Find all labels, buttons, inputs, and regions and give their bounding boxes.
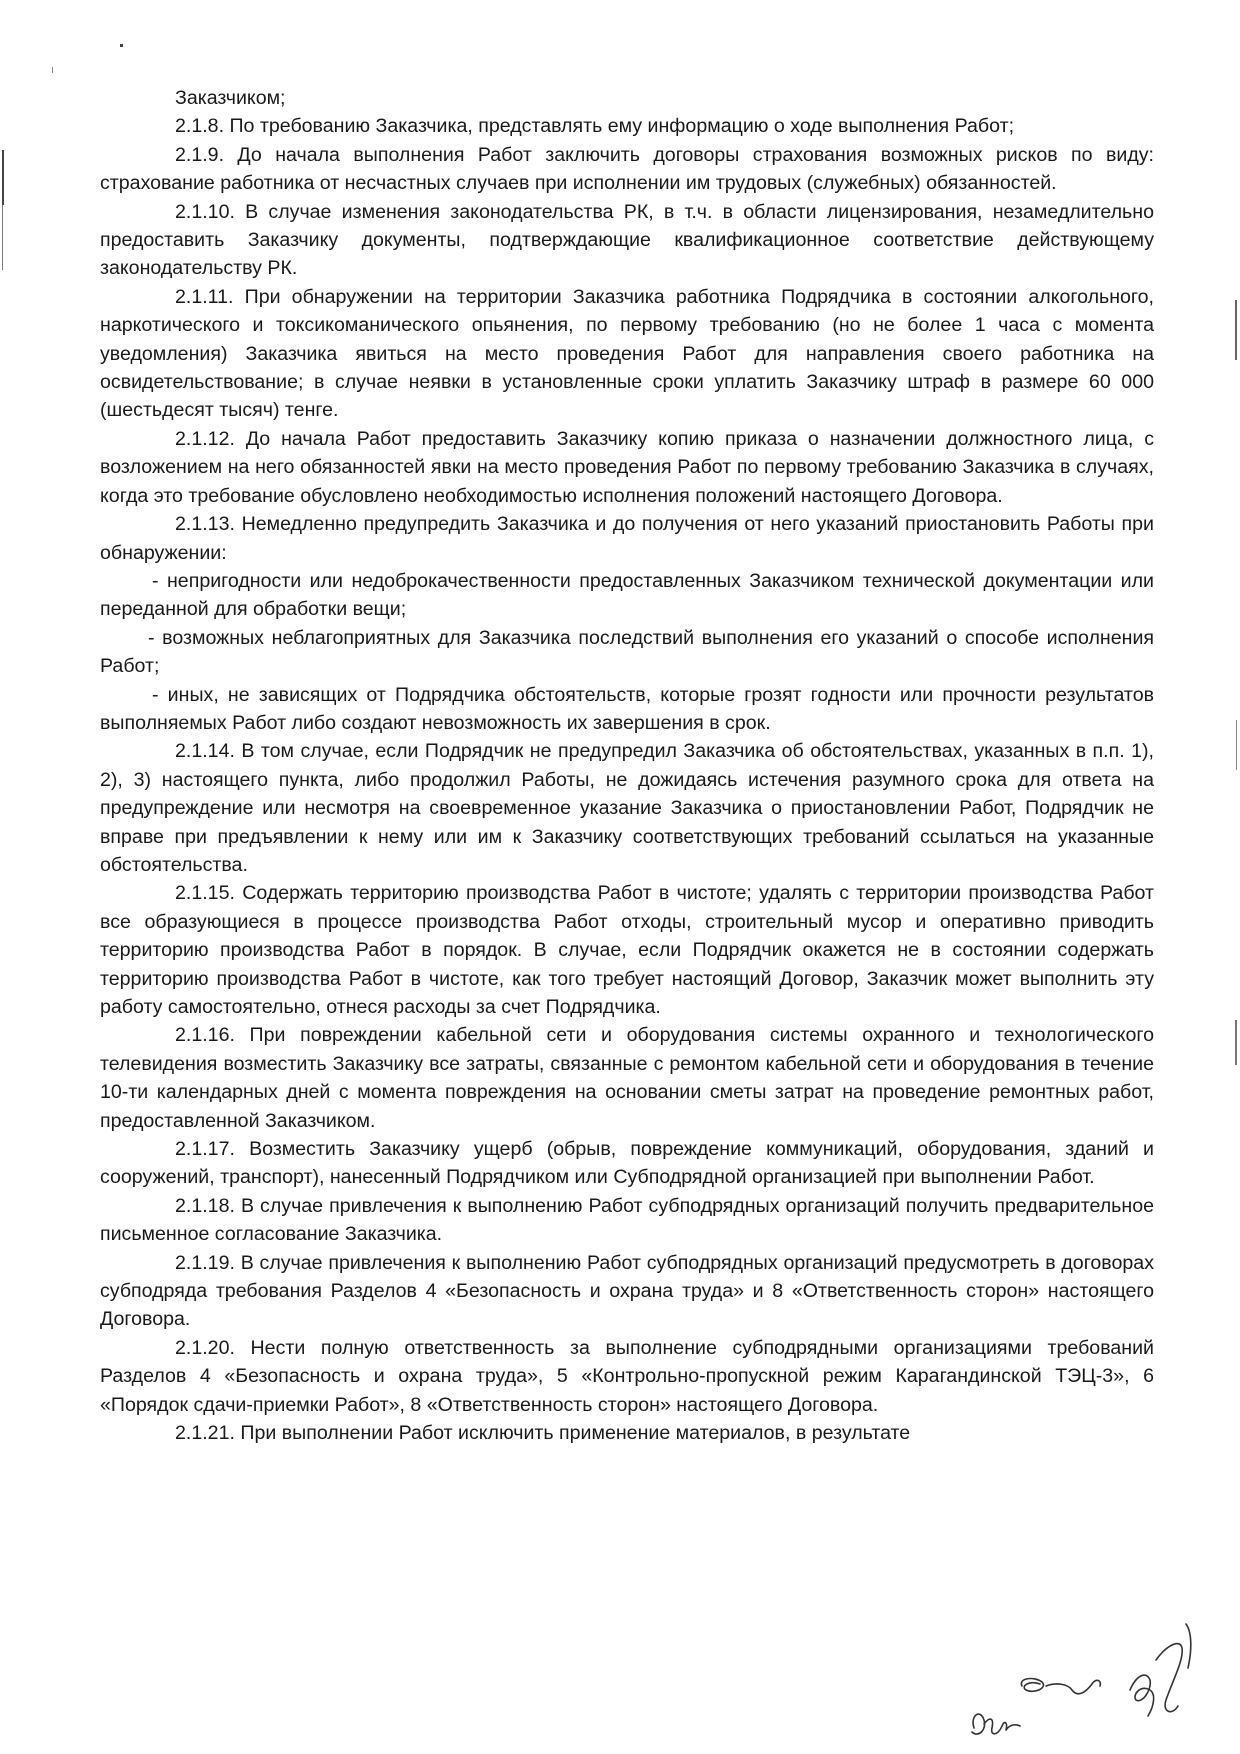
scan-mark (1235, 300, 1237, 360)
clause-2-1-13: 2.1.13. Немедленно предупредить Заказчика и до получения от него указаний приостановить Работы при обнаружении: (100, 513, 1154, 564)
clause-2-1-16: 2.1.16. При повреждении кабельной сети и оборудования системы охранного и технологического телевидения возместить Заказчику все затраты, связанные с ремонтом кабельной сети и оборудования в течение 10-ти календарных дней с момента повреждения на основании сметы затрат на проведение ремонтных работ, предоставленной Заказчиком. (100, 1024, 1154, 1132)
scan-mark (120, 44, 123, 47)
clause-2-1-10: 2.1.10. В случае изменения законодательства РК, в т.ч. в области лицензирования, незамедлительно предоставить Заказчику документы, подтверждающие квалификационное соответствие действующему законодательству РК. (100, 200, 1154, 280)
clause-2-1-11: 2.1.11. При обнаружении на территории Заказчика работника Подрядчика в состоянии алкогольного, наркотического и токсикоманического опьянения, по первому требованию (но не более 1 часа с момента уведомления) Заказчика явиться на место проведения Работ для направления своего работника на освидетельствование; в случае неявки в установленные сроки уплатить Заказчику штраф в размере 60 000 (шестьдесят тысяч) тенге. (100, 285, 1154, 422)
clause-2-1-17: 2.1.17. Возместить Заказчику ущерб (обрыв, повреждение коммуникаций, оборудования, зданий и сооружений, транспорт), нанесенный Подрядчиком или Субподрядной организацией при выполнении Работ. (100, 1138, 1154, 1189)
clause-2-1-19: 2.1.19. В случае привлечения к выполнению Работ субподрядных организаций предусмотреть в договорах субподряда требования Разделов 4 «Безопасность и охрана труда» и 8 «Ответственность сторон» настоящего Договора. (100, 1251, 1154, 1331)
document-body (100, 84, 1154, 1448)
scan-mark (52, 67, 53, 73)
clause-2-1-8: 2.1.8. По требованию Заказчика, представлять ему информацию о ходе выполнения Работ; (175, 115, 1015, 138)
clause-2-1-21: 2.1.21. При выполнении Работ исключить применение материалов, в результате (175, 1422, 911, 1445)
signature-stroke (1186, 1624, 1191, 1668)
scan-mark (2, 150, 4, 205)
signature-stroke (1021, 1679, 1100, 1694)
clause-2-1-9: 2.1.9. До начала выполнения Работ заключить договоры страхования возможных рисков по виду: страхование работника от несчастных случаев при исполнении им трудовых (служебных) обязанностей. (100, 143, 1154, 195)
clause-2-1-18: 2.1.18. В случае привлечения к выполнению Работ субподрядных организаций получить предварительное письменное согласование Заказчика. (100, 1194, 1154, 1246)
handwritten-signatures (960, 1620, 1210, 1750)
signature-stroke (1130, 1644, 1182, 1716)
scan-mark (1236, 720, 1237, 770)
scan-mark (1235, 1020, 1237, 1065)
paragraph-continuation: Заказчиком; (175, 87, 286, 109)
clause-2-1-12: 2.1.12. До начала Работ предоставить Заказчику копию приказа о назначении должностного лица, с возложением на него обязанностей явки на место проведения Работ по первому требованию Заказчика в случаях, когда это требование обусловлено необходимостью исполнения положений настоящего Договора. (100, 427, 1154, 507)
clause-2-1-15: 2.1.15. Содержать территорию производства Работ в чистоте; удалять с территории производства Работ все образующиеся в процессе производства Работ отходы, строительный мусор и оперативно приводить территорию производства Работ в порядок. В случае, если Подрядчик окажется не в состоянии содержать территорию производства Работ в чистоте, как того требует настоящий Договор, Заказчик может выполнить эту работу самостоятельно, отнеся расходы за счет Подрядчика. (100, 882, 1154, 1018)
clause-2-1-13-item-1: - непригодности или недоброкачественности предоставленных Заказчиком технической документации или переданной для обработки вещи; (100, 569, 1154, 621)
clause-2-1-20: 2.1.20. Нести полную ответственность за выполнение субподрядными организациями требований Разделов 4 «Безопасность и охрана труда», 5 «Контрольно-пропускной режим Карагандинской ТЭЦ-3», 6 «Порядок сдачи-приемки Работ», 8 «Ответственность сторон» настоящего Договора. (100, 1336, 1154, 1416)
signature-stroke (972, 1714, 1020, 1734)
clause-2-1-13-item-3: - иных, не зависящих от Подрядчика обстоятельств, которые грозят годности или прочности результатов выполняемых Работ либо создают невозможность их завершения в срок. (100, 683, 1154, 734)
clause-2-1-14: 2.1.14. В том случае, если Подрядчик не предупредил Заказчика об обстоятельствах, указанных в п.п. 1), 2), 3) настоящего пункта, либо продолжил Работы, не дожидаясь истечения разумного срока для ответа на предупреждение или несмотря на своевременное указание Заказчика о приостановлении Работ, Подрядчик не вправе при предъявлении к нему или им к Заказчику соответствующих требований ссылаться на указанные обстоятельства. (100, 740, 1154, 876)
clause-2-1-13-item-2: - возможных неблагоприятных для Заказчика последствий выполнения его указаний о способе исполнения Работ; (100, 626, 1154, 678)
scan-mark (2, 205, 3, 270)
